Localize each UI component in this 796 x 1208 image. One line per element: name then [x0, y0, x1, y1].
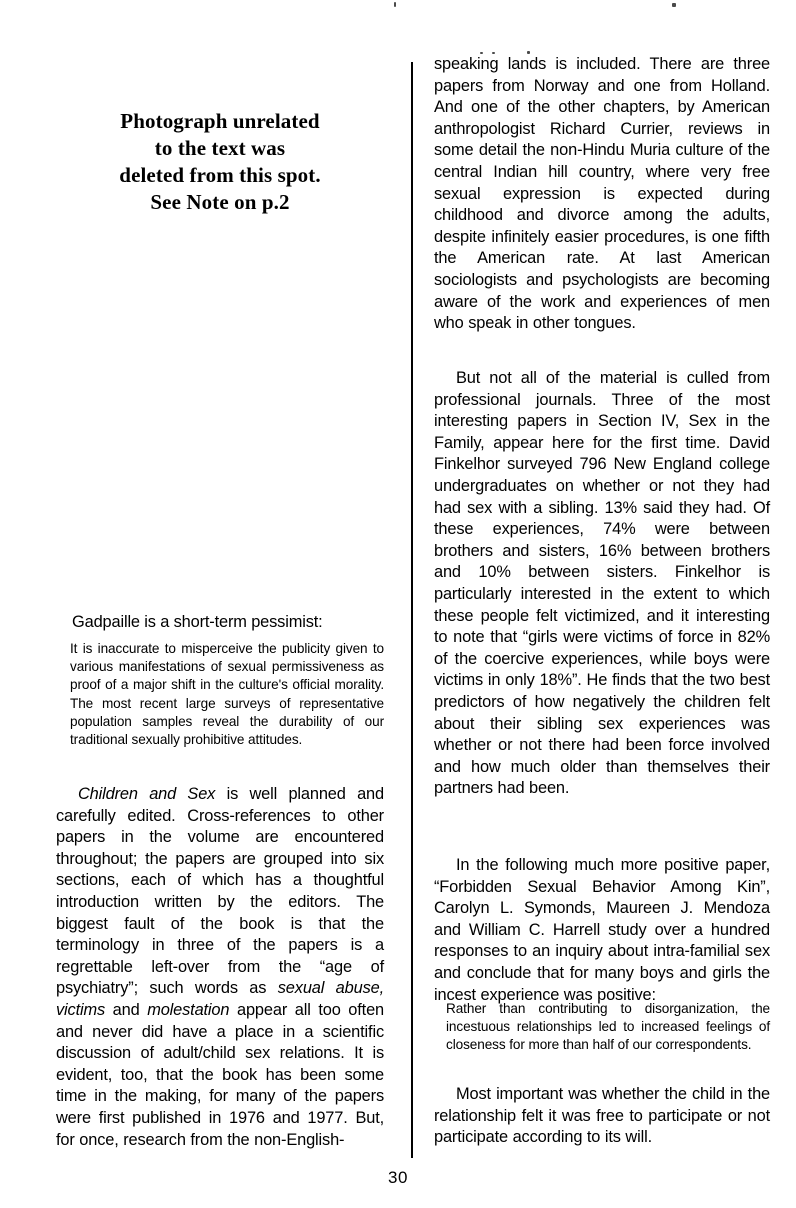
block-extract-gadpaille: It is inaccurate to misperceive the publicity given to various manifestations of sexual permissiveness as proof of a major shift in the culture's official morality. The most recent large surveys of representative population samples reveal the durability of our traditional sexually prohibitive attitudes. — [70, 641, 384, 748]
photo-notice-line-3: deleted from this spot. — [119, 163, 321, 187]
italic-terms-2: molestation — [147, 1000, 230, 1019]
left-body-text-1: is well planned and carefully edited. Cross-references to other papers in the volume are encountered throughout; the papers are grouped into six sections, each of which has a thoughtful introduction written by the editors. The biggest fault of the book is that the terminology in three of the papers is a regrettable left-over from the “age of psychiatry”; such words as — [56, 785, 384, 998]
photo-notice-line-2: to the text was — [154, 136, 286, 160]
left-column — [56, 0, 384, 1160]
right-paragraph-1: speaking lands is included. There are three papers from Norway and one from Holland. And one of the other chapters, by American anthropologist Richard Currier, reviews in some detail the non-Hindu Muria culture of the central Indian hill country, where very free sexual expression is expected during childhood and divorce among the adults, despite infinitely easier procedures, is one fifth the American rate. At last American sociologists and psychologists are becoming aware of the work and experiences of men who speak in other tongues. — [434, 55, 770, 333]
page-number-folio: 30 — [388, 1168, 408, 1187]
column-divider-rule — [411, 62, 413, 1158]
left-body-text-2: and — [105, 1000, 148, 1019]
extract-lead-in-gadpaille: Gadpaille is a short-term pessimist: — [72, 613, 323, 631]
deleted-photograph-notice — [56, 108, 384, 216]
right-paragraph-2: But not all of the material is culled from professional journals. Three of the most interesting papers in Section IV, Sex in the Family, appear here for the first time. David Finkelhor surveyed 796 New England college undergraduates on whether or not they had had sex with a sibling. 13% said they had. Of these experiences, 74% were between brothers and sisters, 16% between brothers and 10% between sisters. Finkelhor is particularly interested in the extent to which these people felt victimized, and it interesting to note that “girls were victims of force in 82% of the coercive experiences, while boys were victims in only 18%”. He finds that the two best predictors of how negatively the children felt about their sibling sex experiences was whether or not there had been force involved and how much older than themselves their partners had been. — [434, 369, 770, 798]
scan-speckle — [394, 2, 396, 7]
block-extract-symonds: Rather than contributing to disorganization, the incestuous relationships led to increased feelings of closeness for more than half of our correspondents. — [446, 1001, 770, 1053]
right-paragraph-3: In the following much more positive paper, “Forbidden Sexual Behavior Among Kin”, Carolyn L. Symonds, Maureen J. Mendoza and William C. Harrell study over a hundred responses to an inquiry about intra-familial sex and conclude that for many boys and girls the incest experience was positive: — [434, 856, 770, 1004]
right-paragraph-4: Most important was whether the child in the relationship felt it was free to participate or not participate according to its will. — [434, 1085, 770, 1147]
italic-terms-1: sexual abuse, victims — [56, 979, 384, 1019]
book-title-italic: Children and Sex — [78, 785, 216, 803]
left-body-text-3: appear all too often and never did have a place in a scientific discussion of adult/child sex relations. It is evident, too, that the book has been some time in the making, for many of the papers were first published in 1976 and 1977. But, for once, research from the non-English- — [56, 1000, 384, 1149]
right-column — [434, 0, 770, 1160]
photo-notice-line-4: See Note on p.2 — [150, 190, 290, 214]
left-body-paragraph — [56, 784, 384, 1151]
photo-notice-line-1: Photograph unrelated — [120, 109, 320, 133]
